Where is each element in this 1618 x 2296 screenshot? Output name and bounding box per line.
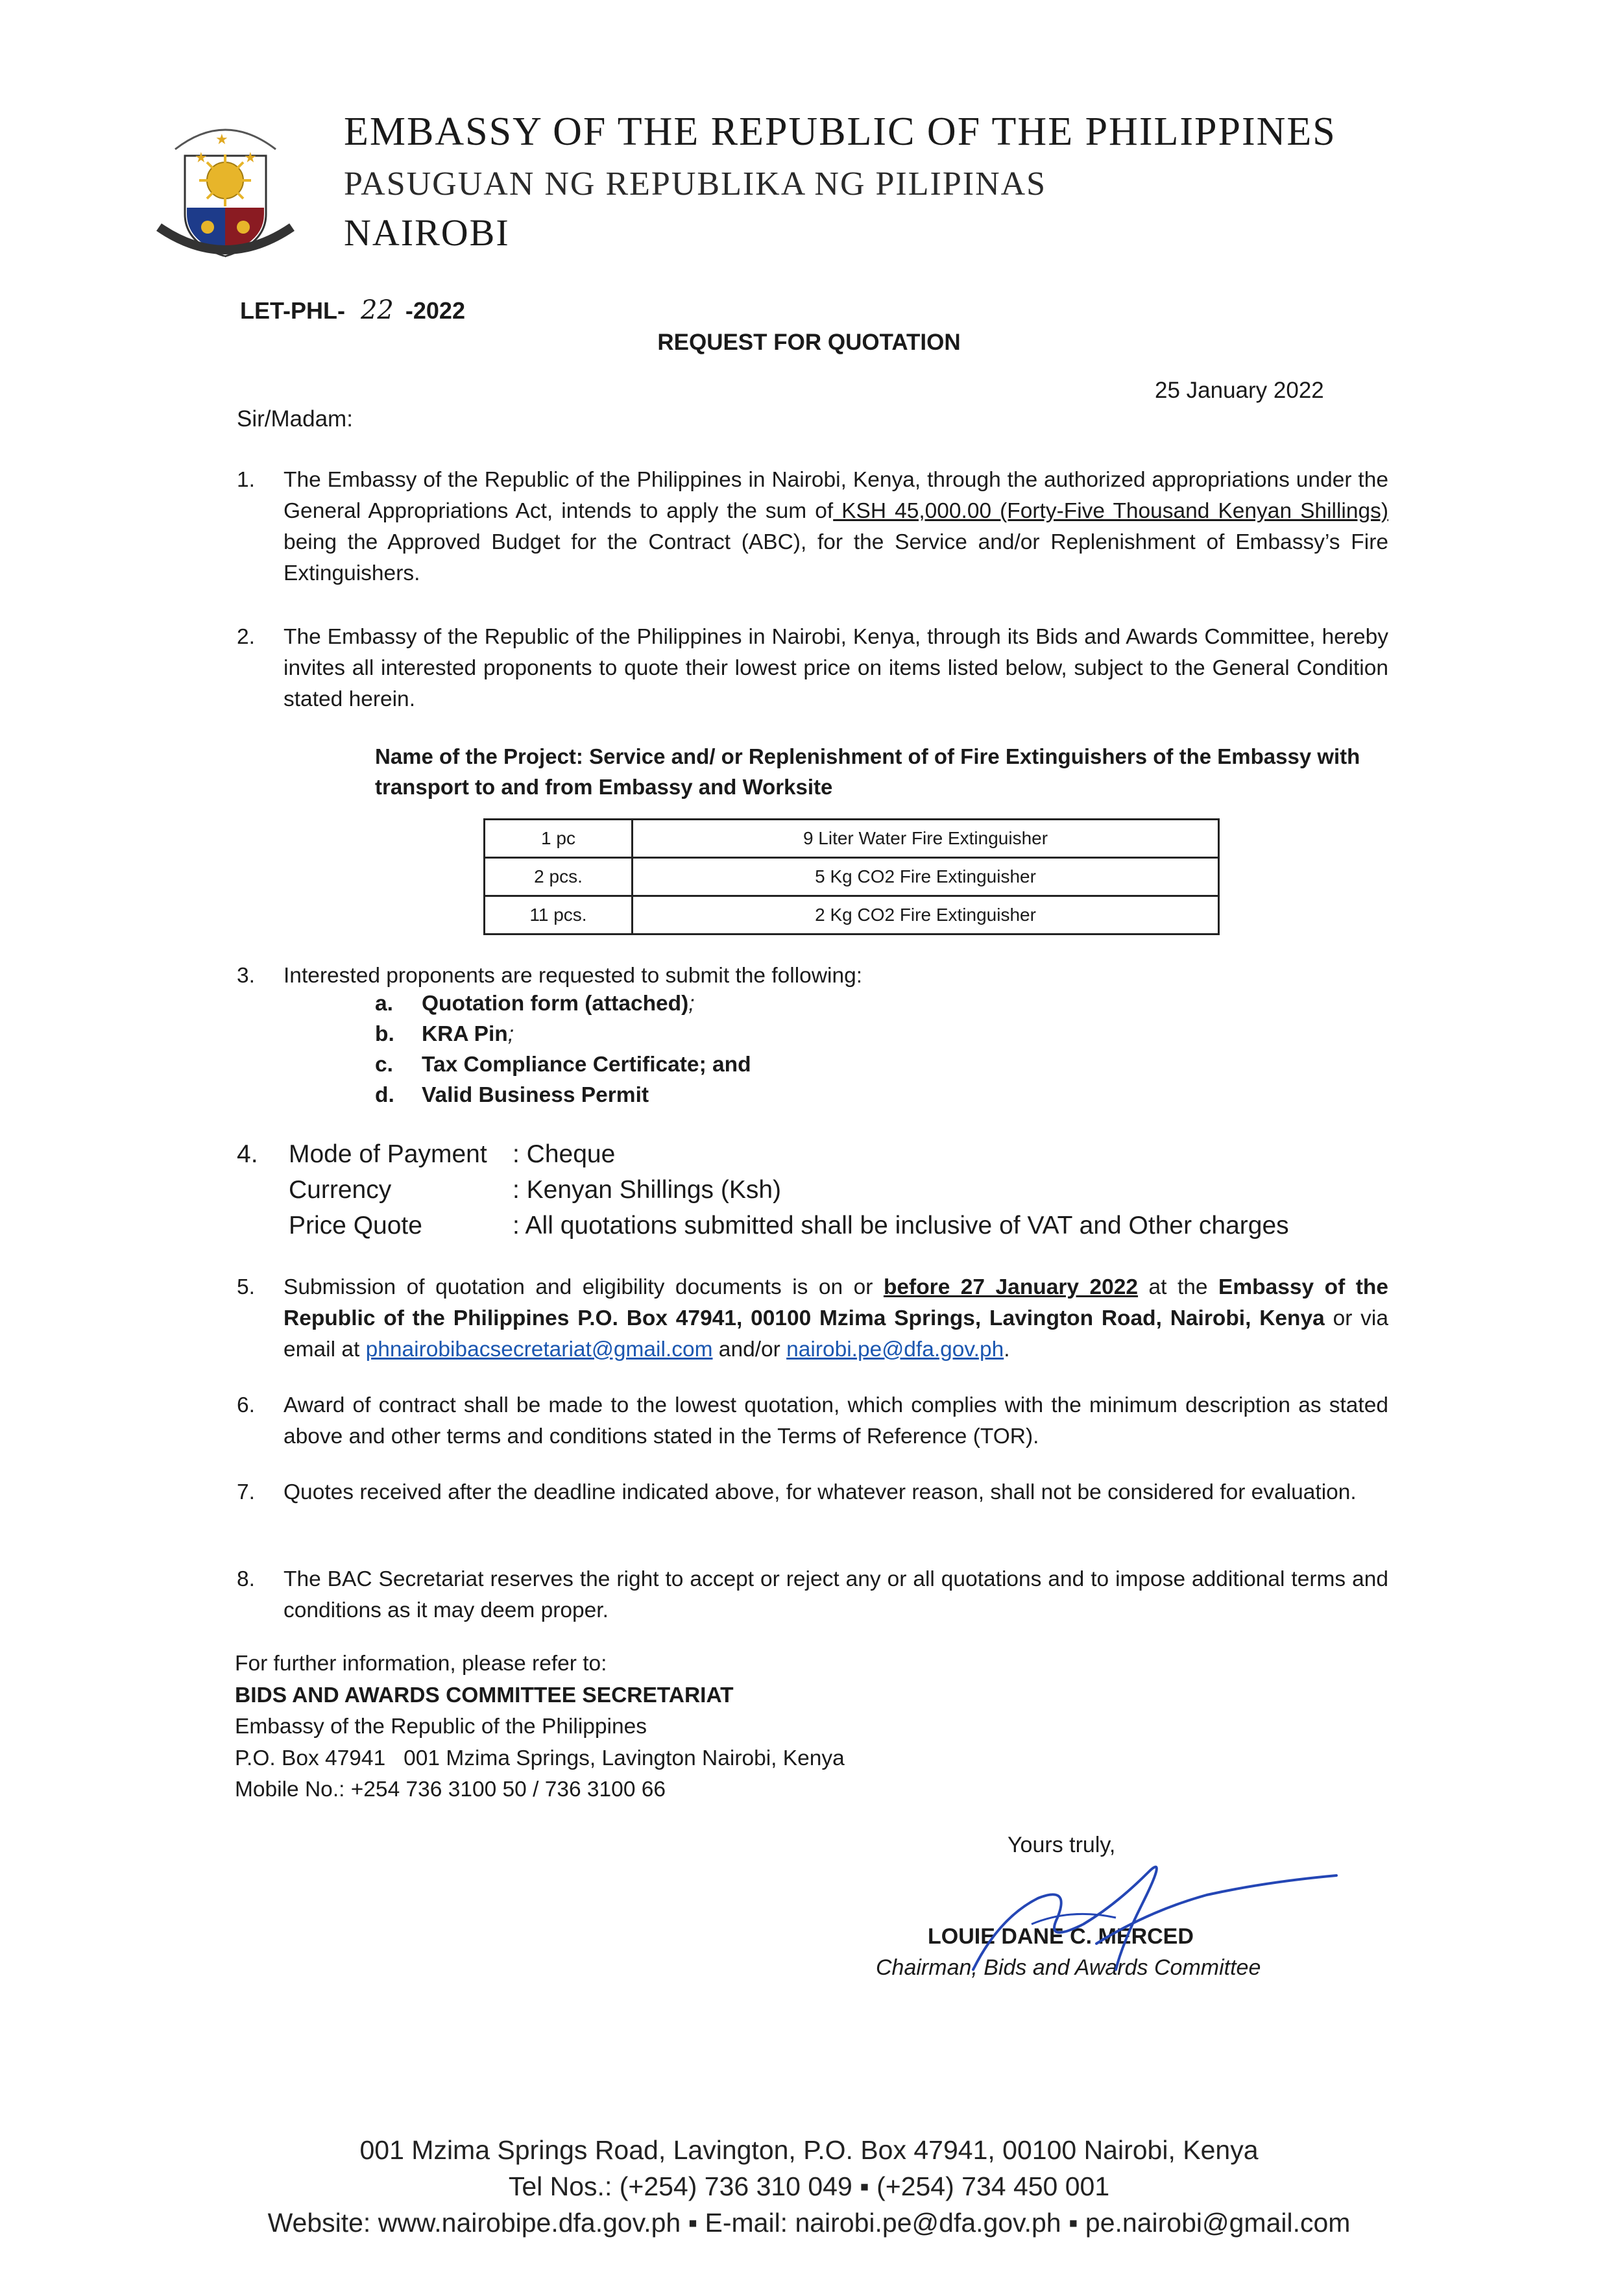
philippine-seal-logo [156,104,295,266]
salutation: Sir/Madam: [237,406,353,432]
embassy-name-english: EMBASSY OF THE REPUBLIC OF THE PHILIPPINES [344,110,1336,154]
payment-terms: 4. Mode of Payment : Cheque Currency : Kenyan Shillings (Ksh) Price Quote : All quotations submitted shall be inclusive of VAT and Other charges [237,1140,1289,1240]
list-item: c. Tax Compliance Certificate; and [375,1053,751,1077]
svg-text:REPUBLIKA NG PILIPINAS: REPUBLIKA NG PILIPINAS [201,256,293,263]
email-link-embassy[interactable]: nairobi.pe@dfa.gov.ph [786,1337,1004,1362]
closing: Yours truly, [1008,1833,1116,1857]
paragraph-5: 5. Submission of quotation and eligibility documents is on or before 27 January 2022 at the Embassy of the Republic of the Philippines P.O. Box 47941, 00100 Mzima Springs, Lavington Road, Nairobi, Kenya or via email at phnairobibacsecretariat@gmail.com and/or nairobi.pe@dfa.gov.ph. [237,1275,1388,1362]
paragraph-7: 7. Quotes received after the deadline indicated above, for whatever reason, shall not be considered for evaluation. [237,1480,1357,1504]
paragraph-3: 3. Interested proponents are requested to submit the following: [237,964,863,988]
list-item: d. Valid Business Permit [375,1083,649,1107]
contact-info: For further information, please refer to: BIDS AND AWARDS COMMITTEE SECRETARIAT Embassy of the Republic of the Philippines P.O. Box 47941 001 Mzima Springs, Lavington Nairobi, Kenya Mobile No.: +254 736 3100 50 / 736 3100 66 [235,1652,845,1801]
list-item: b. KRA Pin; [375,1022,514,1046]
table-row: 11 pcs. 2 Kg CO2 Fire Extinguisher [485,896,1219,934]
letter-reference [240,295,465,325]
reference-suffix: -2022 [405,297,465,324]
signer-role: Chairman, Bids and Awards Committee [876,1955,1261,1980]
embassy-city: NAIROBI [344,212,510,254]
svg-text:★: ★ [244,149,257,165]
submission-address: Embassy of the Republic of the Philippines P.O. Box 47941, 00100 Mzima Springs, Lavington Road, Nairobi, Kenya [284,1275,1388,1330]
embassy-name-filipino: PASUGUAN NG REPUBLIKA NG PILIPINAS [344,165,1047,202]
svg-text:★: ★ [195,149,208,165]
svg-text:★: ★ [215,131,228,147]
reference-prefix: LET-PHL- [240,297,345,324]
paragraph-1: 1. The Embassy of the Republic of the Philippines in Nairobi, Kenya, through the authorized appropriations under the General Appropriations Act, intends to apply the sum of KSH 45,000.00 (Forty-Five Thousand Kenyan Shillings) being the Approved Budget for the Contract (ABC), for the Service and/or Replenishment of Embassy’s Fire Extinguishers. [237,468,1389,585]
deadline: before 27 January 2022 [883,1275,1139,1299]
signer-name: LOUIE DANE C. MERCED [928,1924,1194,1949]
footer-phone: Tel Nos.: (+254) 736 310 049 ▪ (+254) 734 450 001 [508,2171,1110,2201]
email-link-bac[interactable]: phnairobibacsecretariat@gmail.com [365,1337,713,1362]
table-row: 2 pcs. 5 Kg CO2 Fire Extinguisher [485,858,1219,896]
paragraph-6: 6. Award of contract shall be made to the lowest quotation, which complies with the minimum description as stated above and other terms and conditions stated in the Terms of Reference (TOR). [237,1393,1388,1448]
reference-number: 22 [360,295,394,325]
paragraph-8: 8. The BAC Secretariat reserves the right to accept or reject any or all quotations and to impose additional terms and conditions as it may deem proper. [237,1567,1388,1622]
document-title: REQUEST FOR QUOTATION [657,330,961,355]
table-row: 1 pc 9 Liter Water Fire Extinguisher [485,820,1219,858]
handwritten-signature [902,1846,1343,1976]
project-name: Name of the Project: Service and/ or Replenishment of of Fire Extinguishers of the Embassy with transport to and from Embassy and Worksite [375,744,1360,799]
paragraph-2: 2. The Embassy of the Republic of the Philippines in Nairobi, Kenya, through its Bids and Awards Committee, hereby invites all interested proponents to quote their lowest price on items listed below, subject to the General Condition stated herein. [237,625,1388,711]
list-item: a. Quotation form (attached); [375,992,695,1016]
items-table [483,818,1220,935]
budget-amount: KSH 45,000.00 (Forty-Five Thousand Kenyan Shillings) [833,499,1389,523]
footer-address: 001 Mzima Springs Road, Lavington, P.O. Box 47941, 00100 Nairobi, Kenya [359,2135,1259,2165]
footer-web-email: Website: www.nairobipe.dfa.gov.ph ▪ E-mail: nairobi.pe@dfa.gov.ph ▪ pe.nairobi@gmail.com [267,2208,1351,2238]
letter-date: 25 January 2022 [1155,378,1324,403]
